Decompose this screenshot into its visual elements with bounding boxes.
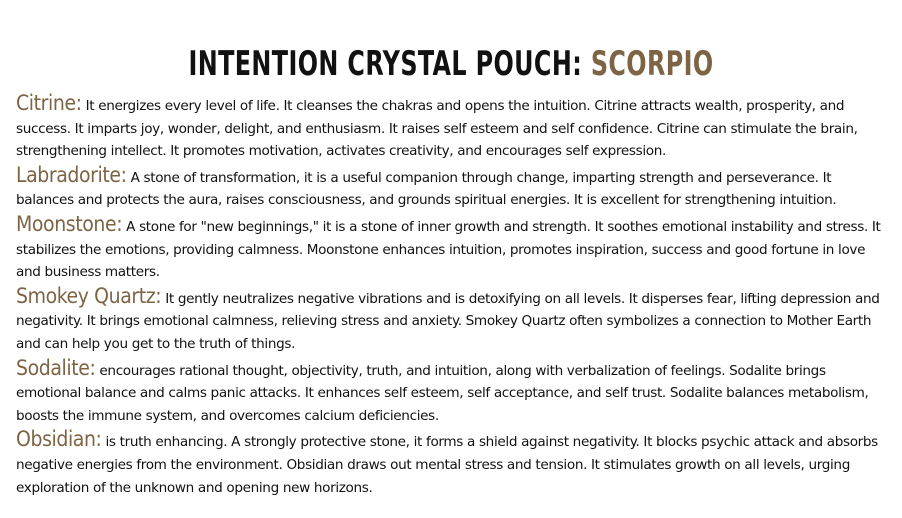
- crystal-name: Moonstone:: [16, 211, 123, 236]
- crystal-description: is truth enhancing. A strongly protective stone, it forms a shield against negativity. It blocks psychic attack and absorbs negative energies from the environment. Obsidian draws out mental stress and tension. It stimulates growth on all levels, urging exploration of the unknown and opening new horizons.: [16, 434, 878, 496]
- title-prefix: INTENTION CRYSTAL POUCH:: [188, 44, 591, 84]
- page-title: [99, 40, 803, 88]
- crystal-name: Smokey Quartz:: [16, 283, 162, 308]
- crystal-entry-citrine: [16, 92, 888, 163]
- crystal-description: It energizes every level of life. It cleanses the chakras and opens the intuition. Citrine attracts wealth, prosperity, and success. It imparts joy, wonder, delight, and enthusiasm. It raises self esteem and self confidence. Citrine can stimulate the brain, strengthening intellect. It promotes motivation, activates creativity, and encourages self expression.: [16, 98, 858, 160]
- crystal-name: Labradorite:: [16, 162, 127, 187]
- crystal-entry-obsidian: [16, 428, 888, 499]
- crystal-list: [16, 92, 888, 500]
- crystal-name: Citrine:: [16, 91, 82, 115]
- crystal-name: Obsidian:: [16, 427, 102, 452]
- crystal-description: A stone for "new beginnings," it is a stone of inner growth and strength. It soothes emotional instability and stress. It stabilizes the emotions, providing calmness. Moonstone enhances intuition, promotes inspiration, success and good fortune in love and business matters.: [16, 218, 881, 281]
- crystal-description: A stone of transformation, it is a useful companion through change, imparting strength and perseverance. It balances and protects the aura, raises consciousness, and grounds spiritual energies. It is excellent for strengthening intuition.: [16, 169, 837, 209]
- crystal-entry-moonstone: [16, 213, 888, 284]
- crystal-description: encourages rational thought, objectivity, truth, and intuition, along with verbalization of feelings. Sodalite brings emotional balance and calms panic attacks. It enhances self esteem, self acceptance, and self trust. Sodalite balances metabolism, boosts the immune system, and overcomes calcium deficiencies.: [16, 362, 869, 424]
- crystal-name: Sodalite:: [16, 355, 96, 380]
- crystal-entry-sodalite: [16, 357, 888, 428]
- crystal-description: It gently neutralizes negative vibrations and is detoxifying on all levels. It disperses fear, lifting depression and negativity. It brings emotional calmness, relieving stress and anxiety. Smokey Quartz often symbolizes a connection to Mother Earth and can help you get to the truth of things.: [16, 290, 880, 352]
- crystal-entry-labradorite: [16, 164, 888, 212]
- crystal-entry-smokey-quartz: [16, 285, 888, 356]
- title-sign: SCORPIO: [590, 44, 714, 84]
